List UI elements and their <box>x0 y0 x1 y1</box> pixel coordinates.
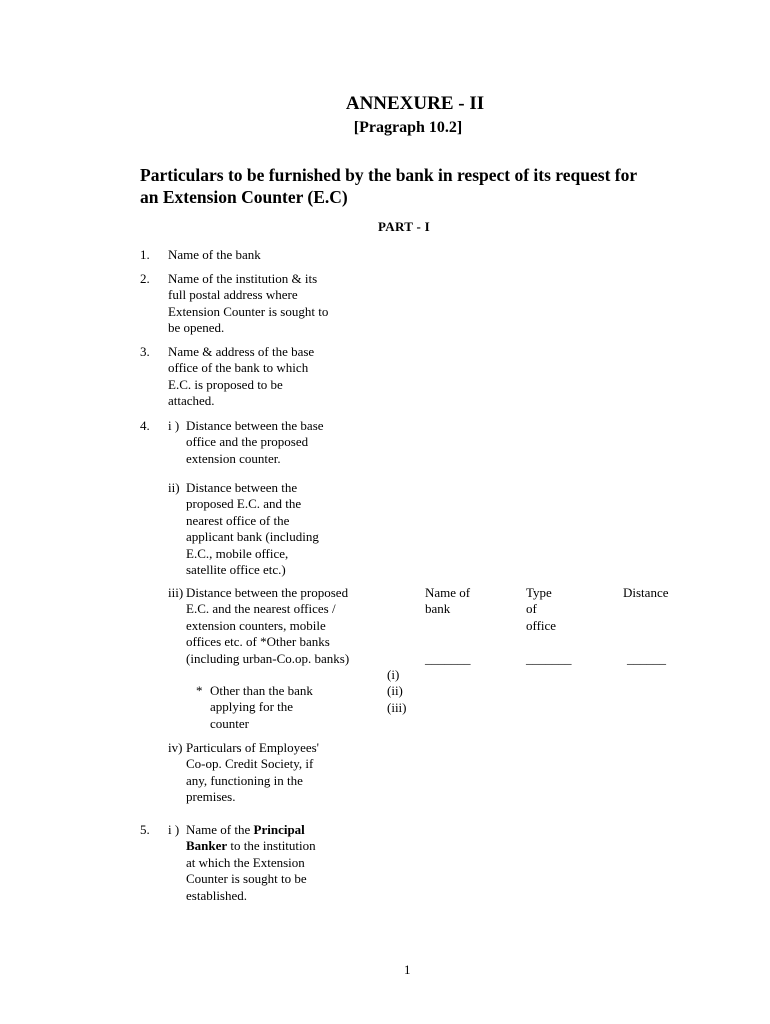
sub-item-marker: ii) <box>168 480 180 495</box>
item-number: 1. <box>140 247 150 262</box>
item-2-text <box>168 271 328 337</box>
header-line: Type <box>526 585 552 600</box>
item-line: extension counters, mobile <box>186 617 326 633</box>
page-number: 1 <box>404 962 411 977</box>
item-number: 4. <box>140 418 150 433</box>
header-line: Name of <box>425 585 471 600</box>
text-run: to the institution <box>227 838 316 854</box>
item-line <box>186 822 316 838</box>
item-line: satellite office etc.) <box>186 562 286 578</box>
footnote-asterisk: * <box>196 683 203 698</box>
item-line: Particulars of Employees' <box>186 740 320 755</box>
item-line: Distance between the proposed <box>186 585 349 600</box>
item-4-ii-text <box>186 480 319 578</box>
bold-text-run: Principal <box>253 822 305 837</box>
item-line: established. <box>186 887 248 903</box>
text-run: Name of the <box>186 822 254 837</box>
item-line: applicant bank (including <box>186 529 319 545</box>
header-line: of <box>526 601 537 617</box>
item-line: E.C. and the nearest offices / <box>186 601 336 617</box>
part-label: PART - I <box>378 219 431 234</box>
item-number: 2. <box>140 271 150 286</box>
row-label: (i) <box>387 667 400 682</box>
item-line: E.C. is proposed to be <box>168 376 283 392</box>
header-line: office <box>526 617 557 633</box>
item-line: Name & address of the base <box>168 344 315 359</box>
col-header-name-of-bank <box>425 585 470 618</box>
header-line: bank <box>425 601 451 617</box>
row-label: (iii) <box>387 699 407 715</box>
col-header-type-of-office <box>526 585 556 634</box>
item-line: extension counter. <box>186 450 281 466</box>
item-line: office and the proposed <box>186 434 309 450</box>
blank-name-of-bank: _______ <box>425 651 471 666</box>
sub-item-marker: iv) <box>168 740 183 755</box>
item-line: office of the bank to which <box>168 360 309 376</box>
item-4-i-text <box>186 418 324 467</box>
sub-item-marker: i ) <box>168 822 180 837</box>
item-line: premises. <box>186 789 236 805</box>
item-line: be opened. <box>168 320 225 336</box>
sub-item-marker: iii) <box>168 585 184 600</box>
item-line: Extension Counter is sought to <box>168 303 329 319</box>
item-line: Name of the institution & its <box>168 271 318 286</box>
item-4-iii-text <box>186 585 349 667</box>
item-line: Co-op. Credit Society, if <box>186 756 314 772</box>
item-line: any, functioning in the <box>186 772 303 788</box>
item-line: offices etc. of *Other banks <box>186 634 330 650</box>
item-line <box>186 838 316 854</box>
item-line: Name of the bank <box>168 247 261 262</box>
item-line: Counter is sought to be <box>186 871 307 887</box>
item-line: attached. <box>168 393 215 409</box>
form-heading-line-2: an Extension Counter (E.C) <box>140 187 348 207</box>
footnote-text <box>210 683 313 732</box>
annexure-title: ANNEXURE - II <box>345 93 485 114</box>
item-line: at which the Extension <box>186 854 305 870</box>
item-line: Distance between the <box>186 480 298 495</box>
item-4-iv-text <box>186 740 319 806</box>
item-3-text <box>168 344 314 410</box>
item-5-i-text <box>186 822 316 904</box>
item-line: nearest office of the <box>186 512 290 528</box>
item-number: 5. <box>140 822 150 837</box>
item-line: Distance between the base <box>186 418 324 433</box>
paragraph-reference: [Pragraph 10.2] <box>353 119 463 136</box>
item-line: counter <box>210 715 249 731</box>
item-line: proposed E.C. and the <box>186 496 302 512</box>
blank-type-of-office: _______ <box>526 651 572 666</box>
item-line: Other than the bank <box>210 683 313 698</box>
item-line: E.C., mobile office, <box>186 545 289 561</box>
bold-text-run: Banker <box>186 838 228 854</box>
item-number: 3. <box>140 344 150 359</box>
blank-distance: ______ <box>627 651 666 666</box>
header-line: Distance <box>623 585 669 600</box>
item-line: full postal address where <box>168 287 298 303</box>
table-row-labels <box>387 667 407 716</box>
sub-item-marker: i ) <box>168 418 180 433</box>
row-label: (ii) <box>387 683 403 699</box>
item-line: (including urban-Co.op. banks) <box>186 650 350 666</box>
item-1-text <box>168 247 261 263</box>
item-line: applying for the <box>210 699 294 715</box>
form-heading-line-1: Particulars to be furnished by the bank in respect of its request for <box>140 165 638 185</box>
col-header-distance <box>623 585 668 601</box>
